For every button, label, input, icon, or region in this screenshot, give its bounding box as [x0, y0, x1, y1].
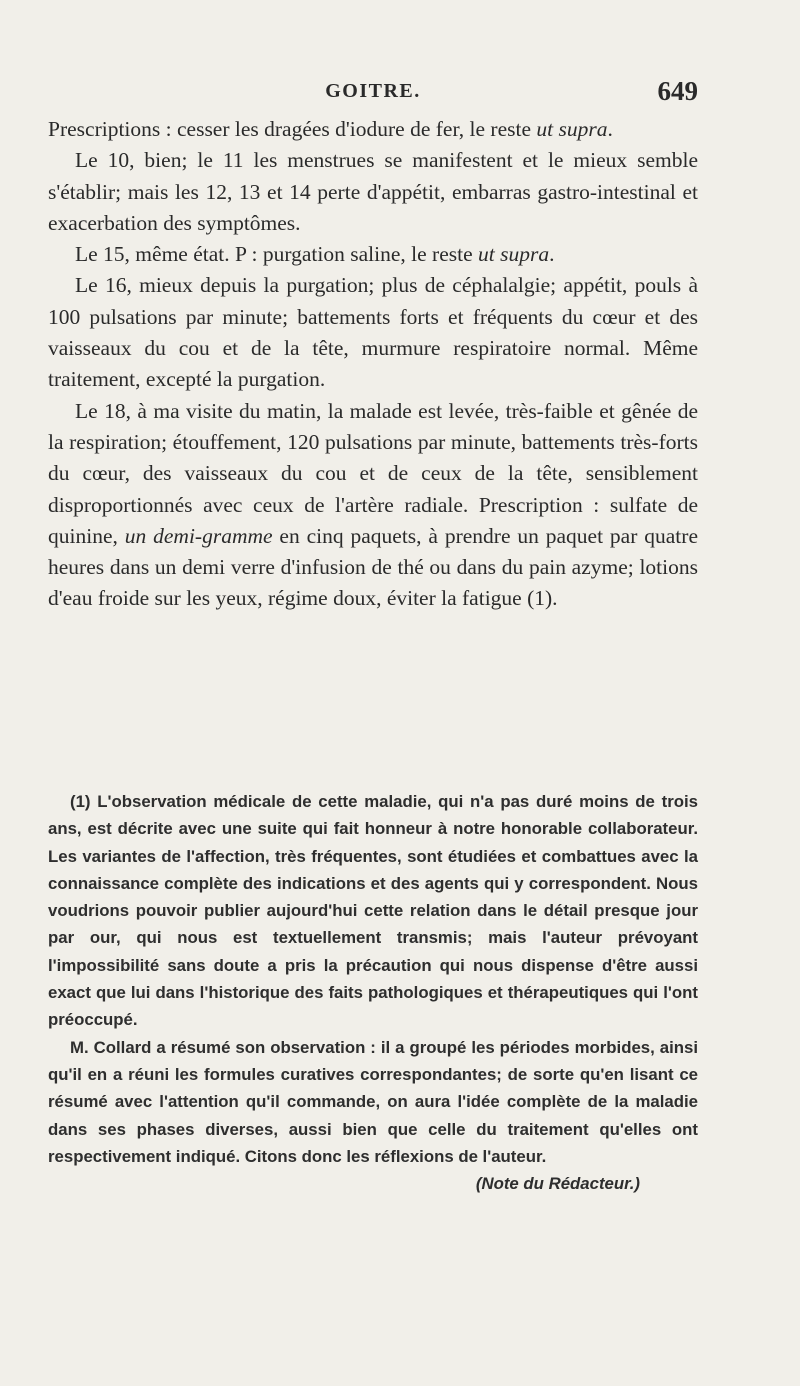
- footnote-paragraph-2: M. Collard a résumé son observation : il a groupé les périodes morbides, ainsi qu'il en a réuni les formules curatives correspondantes; de sorte qu'en lisant ce résumé avec l'attention qu'il commande, on aura l'idée complète de la maladie dans ses phases diverses, aussi bien que celle du traitement qu'elles ont respectivement indiqué. Citons donc les réflexions de l'auteur.: [48, 1037, 698, 1166]
- footnote-paragraph-1: (1) L'observation médicale de cette maladie, qui n'a pas duré moins de trois ans, est décrite avec une suite qui fait honneur à notre honorable collaborateur. Les variantes de l'affection, très fréquentes, sont étudiées et combattues avec la connaissance complète des indications et des agents qui y correspondent. Nous voudrions pouvoir publier aujourd'hui cette relation dans le détail presque jour par our, qui nous est textuellement transmis; mais l'auteur prévoyant l'impossibilité sans doute a pris la précaution qui nous dispense d'être aussi exact que lui dans l'historique des faits pathologiques et thérapeutiques qui l'ont préoccupé.: [48, 792, 698, 1030]
- paragraph-day-16: Le 16, mieux depuis la purgation; plus de céphalalgie; appétit, pouls à 100 pulsations par minute; battements forts et fréquents du cœur et des vaisseaux du cou et de la tête, murmure respiratoire normal. Même traitement, excepté la purgation.: [48, 273, 698, 392]
- page-header: [48, 78, 698, 112]
- paragraph-day-10: Le 10, bien; le 11 les menstrues se manifestent et le mieux semble s'établir; mais les 12, 13 et 14 perte d'appétit, embarras gastro-intestinal et exacerbation des symptômes.: [48, 148, 698, 235]
- italic-phrase: un demi-gramme: [124, 523, 273, 548]
- page-number: 649: [657, 76, 698, 106]
- paragraph-text: Prescriptions : cesser les dragées d'iodure de fer, le reste: [48, 117, 537, 141]
- main-text: [48, 114, 698, 615]
- footnote: [48, 788, 698, 1197]
- paragraph-text: Le 15, même état. P : purgation saline, le reste: [75, 242, 479, 267]
- paragraph-text: .: [607, 117, 613, 141]
- paragraph-text: en cinq paquets, à prendre un paquet par quatre heures dans un demi verre d'infusion de thé ou dans du pain azyme; lotions d'eau froide sur les yeux, régime doux, éviter la fatigue (1).: [48, 523, 698, 611]
- italic-phrase: ut supra: [536, 117, 608, 141]
- running-title: GOITRE.: [325, 80, 421, 102]
- paragraph-prescriptions: [48, 114, 698, 145]
- italic-phrase: ut supra: [478, 242, 550, 267]
- paragraph-text: .: [549, 242, 555, 267]
- paragraph-day-15: [48, 239, 698, 270]
- paragraph-day-18: [48, 396, 698, 615]
- paragraph-text: Le 18, à ma visite du matin, la malade est levée, très-faible et gênée de la respiration; étouffement, 120 pulsations par minute, battements très-forts du cœur, des vaisseaux du cou et de ceux de la tête, sensiblement disproportionnés avec ceux de l'artère radiale. Prescription : sulfate de quinine,: [48, 398, 698, 548]
- footnote-signature: (Note du Rédacteur.): [475, 1174, 640, 1194]
